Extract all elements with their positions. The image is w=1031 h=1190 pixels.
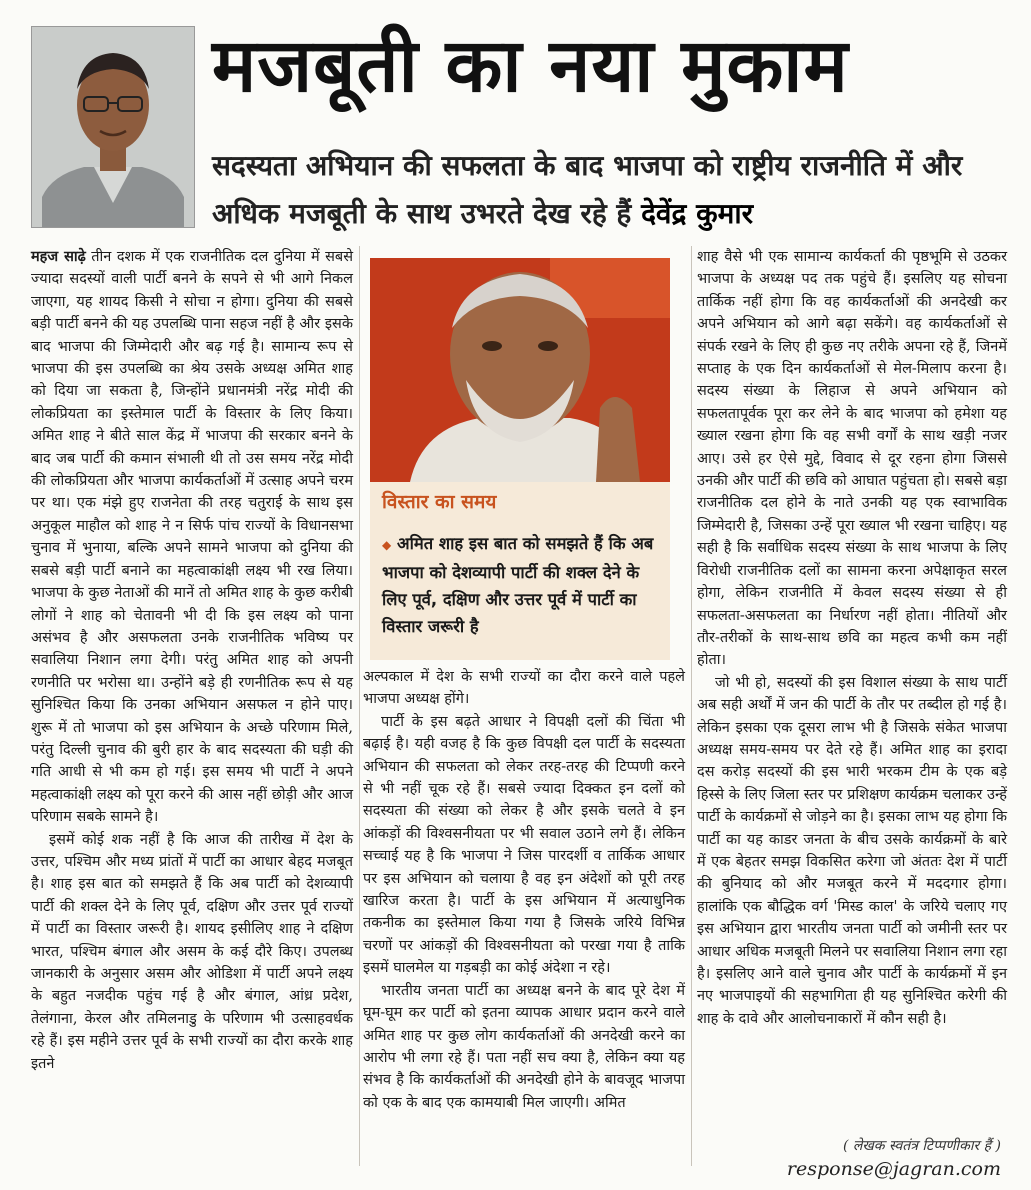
sidebar-quote: अमित शाह इस बात को समझते हैं कि अब भाजपा को देशव्यापी पार्टी की शक्ल देने के लिए पूर्व, दक्षिण और उत्तर पूर्व में पार्टी का विस्तार जरूरी है bbox=[382, 534, 654, 636]
column1-paragraph-1 bbox=[31, 246, 353, 829]
column1-paragraph-1-text: तीन दशक में एक राजनीतिक दल दुनिया में सबसे ज्यादा सदस्यों वाली पार्टी बनने के सपने से भी आगे निकल जाएगा, यह शायद किसी ने सोचा न होगा। दुनिया की सबसे बड़ी पार्टी बनने की यह उपलब्धि पाना सहज नहीं है और इसके बाद भाजपा की जिम्मेदारी और बढ़ गई है। सामान्य रूप से भाजपा की इस उपलब्धि का श्रेय उसके अध्यक्ष अमित शाह को दिया जा सकता है, जिन्होंने प्रधानमंत्री नरेंद्र मोदी की लोकप्रियता का इस्तेमाल पार्टी के विस्तार के लिए किया। अमित शाह ने बीते साल केंद्र में भाजपा की सरकार बनने के बाद जब पार्टी की कमान संभाली थी तो उस समय नरेंद्र मोदी की लोकप्रियता और भाजपा कार्यकर्ताओं में उत्साह अपने चरम पर था। एक मंझे हुए राजनेता की तरह चतुराई के साथ इस अनुकूल माहौल को शाह ने न सिर्फ पांच राज्यों के विधानसभा चुनाव में भुनाया, बल्कि अपने सामने भाजपा को दुनिया की सबसे बड़ी पार्टी बनाने का महत्वाकांक्षी लक्ष्य भी रख लिया। भाजपा के कुछ नेताओं की मानें तो अमित शाह के कुछ करीबी लोगों ने शाह को चेतावनी भी दी कि इस लक्ष्य को पाना असंभव है और असफलता उनके राजनीतिक भविष्य पर सवालिया निशान लगा देगी। परंतु अमित शाह को अपनी रणनीति पर भरोसा था। उन्होंने बड़े ही रणनीतिक रूप से यह सुनिश्चित किया कि उनका अभियान असफल न होने पाए। शुरू में तो भाजपा को इस अभियान के अच्छे परिणाम मिले, परंतु दिल्ली चुनाव की बुरी हार के बाद सदस्यता की घड़ी की गति आधी से भी कम हो गई। इस समय भी पार्टी ने अपने महत्वाकांक्षी लक्ष्य को पूरा करने की आस नहीं छोड़ी और आज परिणाम सबके सामने है। bbox=[31, 249, 353, 826]
deck-author: देवेंद्र कुमार bbox=[641, 197, 754, 230]
author-portrait-illustration bbox=[32, 27, 194, 227]
deck-text: सदस्यता अभियान की सफलता के बाद भाजपा को राष्ट्रीय राजनीति में और अधिक मजबूती के साथ उभरते देख रहे हैं bbox=[212, 149, 963, 230]
headline: मजबूती का नया मुकाम bbox=[212, 23, 849, 109]
diamond-bullet-icon: ◆ bbox=[382, 538, 392, 552]
column1-lead: महज साढ़े bbox=[31, 248, 86, 265]
sidebar-box bbox=[370, 482, 670, 660]
article-column-1 bbox=[31, 246, 353, 1166]
amit-shah-portrait-illustration bbox=[370, 258, 670, 482]
column3-paragraph-2: जो भी हो, सदस्यों की इस विशाल संख्या के साथ पार्टी अब सही अर्थों में जन की पार्टी के तौर पर तब्दील हो गई है। लेकिन इसका एक दूसरा लाभ भी है जिसके संकेत भाजपा अध्यक्ष समय-समय पर देते रहे हैं। अमित शाह का इरादा दस करोड़ सदस्यों की इस भारी भरकम टीम के एक बड़े हिस्से के लिए जिला स्तर पर प्रशिक्षण कार्यक्रम चलाकर उन्हें पार्टी के कार्यक्रमों से जोड़ने का है। इसका लाभ यह होगा कि पार्टी का यह काडर जनता के बीच उसके कार्यक्रमों के बारे में एक बेहतर समझ विकसित करेगा जो अंततः देश में पार्टी की बुनियाद को और मजबूत करने में मददगार होगा। हालांकि एक बौद्धिक वर्ग 'मिस्ड काल' के जरिये चलाए गए इस अभियान द्वारा भारतीय जनता पार्टी को जमीनी स्तर पर आधार अधिक मजबूती मिलने पर सवालिया निशान लगा रहा है। इसलिए आने वाले चुनाव और पार्टी के कार्यक्रमों में इन नए भाजपाइयों की सहभागिता ही यह सुनिश्चित करेगी की शाह के दावे और आलोचनाकारों में कौन सही है। bbox=[697, 674, 1007, 1027]
sidebar-quote-block bbox=[382, 530, 660, 640]
article-column-2 bbox=[363, 666, 685, 1166]
column2-paragraph-3: भारतीय जनता पार्टी का अध्यक्ष बनने के बाद पूरे देश में घूम-घूम कर पार्टी को इतना व्यापक आधार प्रदान करने वाले अमित शाह पर कुछ लोग कार्यकर्ताओं की अनदेखी करने का आरोप भी लगा रहे हैं। पता नहीं सच क्या है, लेकिन क्या यह संभव है कि कार्यकर्ताओं की अनदेखी होने के बावजूद भाजपा को एक के बाद एक कामयाबी मिल जाएगी। अमित bbox=[363, 982, 685, 1111]
amit-shah-photo bbox=[370, 258, 670, 482]
column-divider-1 bbox=[359, 246, 360, 1166]
column2-paragraph-2: पार्टी के इस बढ़ते आधार ने विपक्षी दलों की चिंता भी बढ़ाई है। यही वजह है कि कुछ विपक्षी दल पार्टी के सदस्यता अभियान की सफलता को लेकर तरह-तरह की टिप्पणी करने से भी नहीं चूक रहे हैं। सबसे ज्यादा दिक्कत इन दलों को सदस्यता की संख्या को लेकर है और इसके चलते वे इन आंकड़ों की विश्वसनीयता पर भी सवाल उठाने लगे हैं। लेकिन सच्चाई यह है कि भाजपा ने जिस पारदर्शी व तार्किक आधार पर इस अभियान को चलाया है वह इन अंदेशों को पूरी तरह खारिज करता है। पार्टी के इस अभियान में अत्याधुनिक तकनीक का इस्तेमाल किया गया है जिसके जरिये विभिन्न चरणों पर आंकड़ों की विश्वसनीयता को परखा गया है ताकि इसमें घालमेल या गड़बड़ी का कोई अंदेशा न रहे। bbox=[363, 713, 685, 977]
column3-paragraph-1: शाह वैसे भी एक सामान्य कार्यकर्ता की पृष्ठभूमि से उठकर भाजपा के अध्यक्ष पद तक पहुंचे हैं। इसलिए यह सोचना तार्किक नहीं होगा कि वह कार्यकर्ताओं की अनदेखी कर अपने अभियान को आगे बढ़ा सकेंगे। वह कार्यकर्ताओं से संपर्क रखने के लिए ही कुछ नए तरीके अपना रहे हैं, जिनमें सप्ताह के एक दिन कार्यकर्ताओं से मेल-मिलाप करना है। सदस्य संख्या के लिहाज से अपने अभियान को सफलतापूर्वक पूरा कर लेने के बाद भाजपा को हमेशा यह ख्याल रखना होगा कि वह सभी वर्गों के साथ खड़ी नजर आए। उसे हर ऐसे मुद्दे, विवाद से दूर रहना होगा जिससे उनकी और पार्टी की छवि को आघात पहुंचता हो। सबसे बड़ा राजनीतिक दल होने के नाते उनकी यह एक स्वाभाविक जिम्मेदारी है, जिसका उन्हें पूरा ख्याल भी रखना चाहिए। यह सही है कि सर्वाधिक सदस्य संख्या के साथ भाजपा के लिए विरोधी राजनीतिक दलों का सामना करना अपेक्षाकृत सरल होगा, लेकिन राजनीति में केवल सदस्य संख्या से ही सफलता-असफलता का निर्धारण नहीं होता। नीतियों और तौर-तरीकों के साथ-साथ छवि का महत्व कभी कम नहीं होता। bbox=[697, 249, 1007, 669]
author-photo bbox=[31, 26, 195, 228]
column-divider-2 bbox=[691, 246, 692, 1166]
column2-paragraph-1: अल्पकाल में देश के सभी राज्यों का दौरा करने वाले पहले भाजपा अध्यक्ष होंगे। bbox=[363, 669, 685, 708]
response-email[interactable]: response@jagran.com bbox=[786, 1158, 1001, 1180]
sidebar-title: विस्तार का समय bbox=[382, 491, 497, 513]
article-column-3 bbox=[697, 246, 1007, 1146]
author-note: ( लेखक स्वतंत्र टिप्पणीकार हैं ) bbox=[842, 1138, 1001, 1154]
column1-paragraph-2: इसमें कोई शक नहीं है कि आज की तारीख में देश के उत्तर, पश्चिम और मध्य प्रांतों में पार्टी का आधार बेहद मजबूत है। शाह इस बात को समझते हैं कि अब पार्टी को देशव्यापी पार्टी की शक्ल देने के लिए पूर्व, दक्षिण और उत्तर पूर्व राज्यों में पार्टी का विस्तार जरूरी है। शायद इसीलिए शाह ने दक्षिण भारत, पश्चिम बंगाल और असम के कई दौरे किए। उपलब्ध जानकारी के अनुसार असम और ओडिशा में पार्टी अपने लक्ष्य के बहुत नजदीक पहुंच गई है और बंगाल, आंध्र प्रदेश, तेलंगाना, केरल और तमिलनाडु के परिणाम भी उत्साहवर्धक रहे हैं। इस महीने उत्तर पूर्व के सभी राज्यों का दौरा करके शाह इतने bbox=[31, 831, 353, 1072]
deck bbox=[212, 142, 1012, 238]
